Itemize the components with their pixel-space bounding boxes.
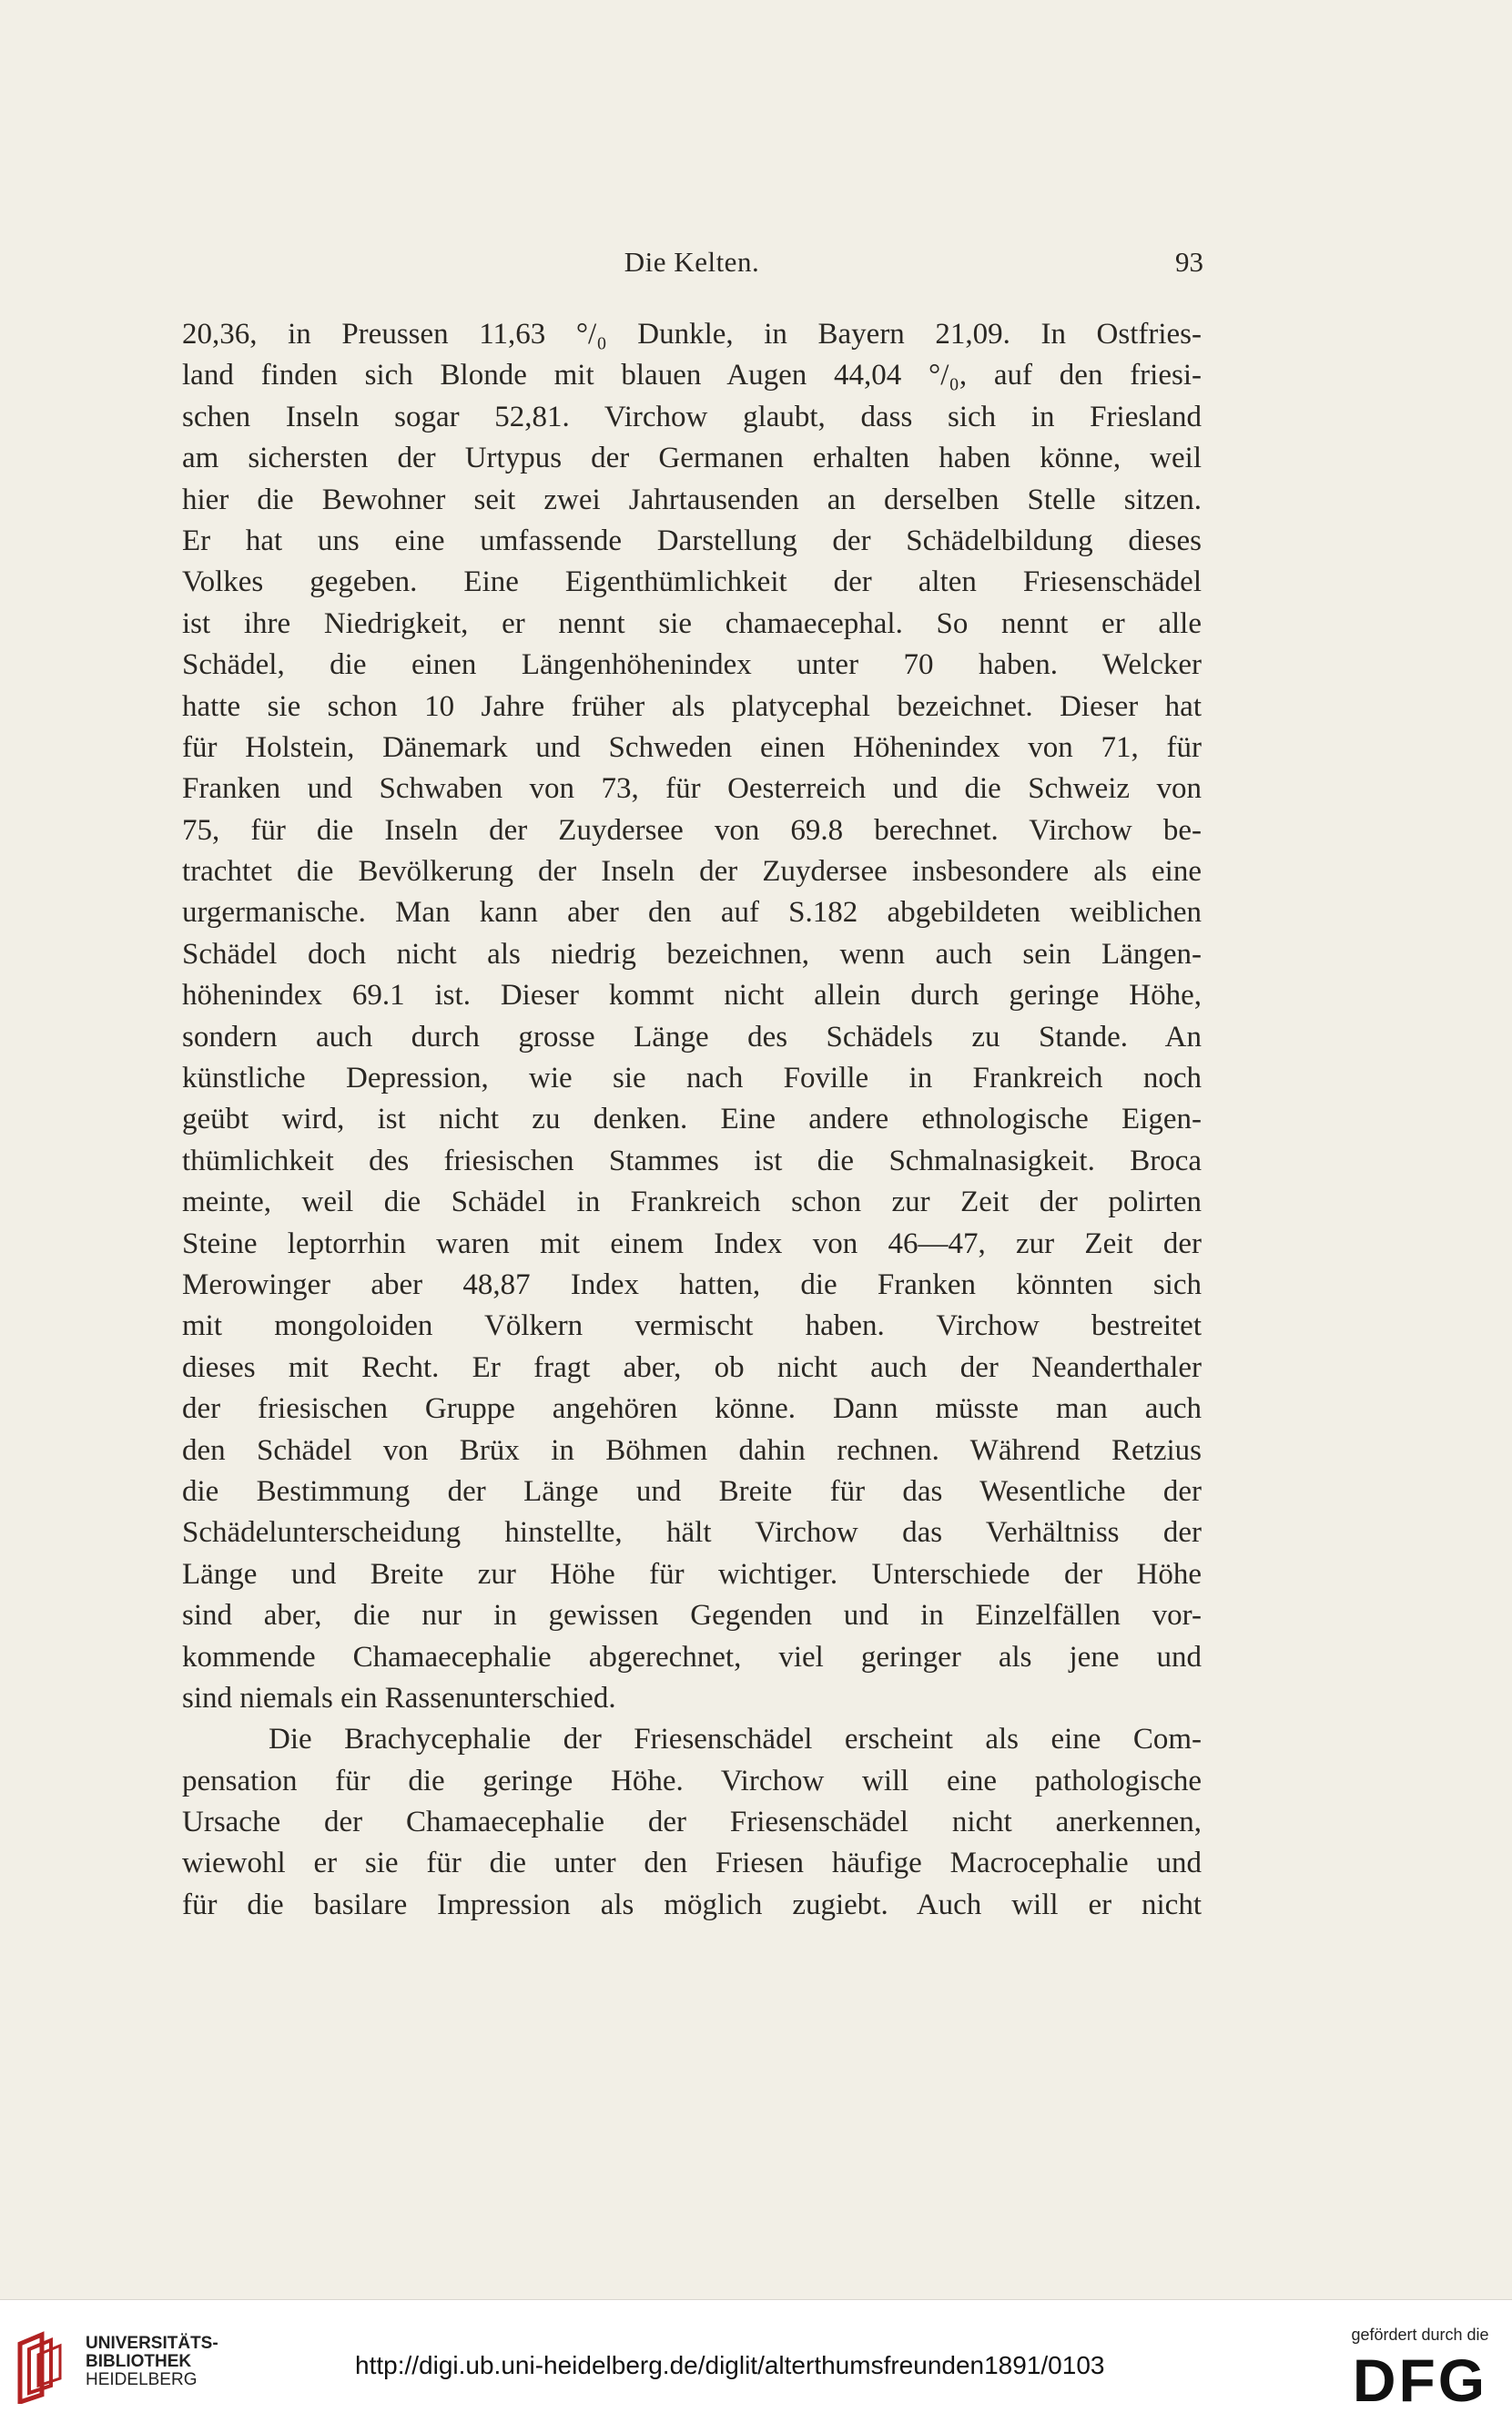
permalink-url[interactable]: http://digi.ub.uni-heidelberg.de/diglit/alterthumsfreunden1891/0103 [355,2351,1105,2379]
library-name-line: HEIDELBERG [86,2370,198,2389]
text-line: trachtet die Bevölkerung der Inseln der Zuydersee insbesondere als eine [182,855,1202,889]
paragraph [182,314,1202,1719]
digitization-footer [0,2299,1512,2423]
text-line: Volkes gegeben. Eine Eigenthümlichkeit der alten Friesenschädel [182,565,1202,599]
running-head [182,246,1202,286]
text-line: sondern auch durch grosse Länge des Schädels zu Stande. An [182,1020,1202,1054]
text-line: ist ihre Niedrigkeit, er nennt sie chamaecephal. So nennt er alle [182,606,1202,640]
funding-label: gefördert durch die [1351,2326,1489,2344]
text-line: Schädelunterscheidung hinstellte, hält Virchow das Verhältniss der [182,1516,1202,1550]
text-line: künstliche Depression, wie sie nach Foville in Frankreich noch [182,1062,1202,1095]
body-text [182,314,1202,1926]
text-line: höhenindex 69.1 ist. Dieser kommt nicht allein durch geringe Höhe, [182,979,1202,1013]
text-line: sind niemals ein Rassenunterschied. [182,1681,616,1715]
text-line: urgermanische. Man kann aber den auf S.182 abgebildeten weiblichen [182,896,1202,930]
text-line: Schädel, die einen Längenhöhenindex unter 70 haben. Welcker [182,648,1202,682]
text-line: dieses mit Recht. Er fragt aber, ob nicht auch der Neanderthaler [182,1350,1202,1384]
text-line: sind aber, die nur in gewissen Gegenden und in Einzelfällen vor- [182,1599,1202,1633]
text-line: geübt wird, ist nicht zu denken. Eine andere ethnologische Eigen- [182,1103,1202,1136]
page-number: 93 [1175,246,1203,278]
text-line: 75, für die Inseln der Zuydersee von 69.8 berechnet. Virchow be- [182,813,1202,847]
text-line: den Schädel von Brüx in Böhmen dahin rechnen. Während Retzius [182,1433,1202,1467]
text-line: Er hat uns eine umfassende Darstellung der Schädelbildung dieses [182,524,1202,557]
funding-notice [1343,2326,1497,2412]
text-line: Ursache der Chamaecephalie der Friesenschädel nicht anerkennen, [182,1806,1202,1839]
text-line: für die basilare Impression als möglich zugiebt. Auch will er nicht [182,1888,1202,1921]
library-name-line: BIBLIOTHEK [86,2352,192,2371]
text-line: meinte, weil die Schädel in Frankreich schon zur Zeit der polirten [182,1186,1202,1219]
text-line: Steine leptorrhin waren mit einem Index von 46—47, zur Zeit der [182,1227,1202,1260]
text-line: schen Inseln sogar 52,81. Virchow glaubt, dass sich in Friesland [182,400,1202,433]
text-line: pensation für die geringe Höhe. Virchow will eine pathologische [182,1764,1202,1797]
text-line: Merowinger aber 48,87 Index hatten, die Franken könnten sich [182,1267,1202,1301]
text-line: land finden sich Blonde mit blauen Augen 44,04 °/₀, auf den friesi- [182,359,1202,392]
text-line: wiewohl er sie für die unter den Friesen häufige Macrocephalie und [182,1847,1202,1880]
text-line: thümlichkeit des friesischen Stammes ist die Schmalnasigkeit. Broca [182,1144,1202,1177]
paragraph [182,1719,1202,1926]
text-line: der friesischen Gruppe angehören könne. Dann müsste man auch [182,1392,1202,1426]
text-line: hier die Bewohner seit zwei Jahrtausenden an derselben Stelle sitzen. [182,483,1202,516]
text-line: hatte sie schon 10 Jahre früher als platycephal bezeichnet. Dieser hat [182,689,1202,723]
text-line: mit mongoloiden Völkern vermischt haben. Virchow bestreitet [182,1309,1202,1343]
text-line: Die Brachycephalie der Friesenschädel erscheint als eine Com- [269,1723,1202,1756]
text-line: am sichersten der Urtypus der Germanen erhalten haben könne, weil [182,442,1202,475]
library-name-line: UNIVERSITÄTS- [86,2334,218,2353]
library-name [86,2335,218,2389]
text-line: Schädel doch nicht als niedrig bezeichnen, wenn auch sein Längen- [182,937,1202,971]
text-line: Franken und Schwaben von 73, für Oesterreich und die Schweiz von [182,772,1202,806]
dfg-logo: DFG [1352,2347,1488,2414]
text-line: kommende Chamaecephalie abgerechnet, viel geringer als jene und [182,1640,1202,1674]
library-logo-icon [15,2331,76,2404]
text-line: 20,36, in Preussen 11,63 °/₀ Dunkle, in Bayern 21,09. In Ostfries- [182,318,1202,351]
running-title: Die Kelten. [624,246,760,278]
text-line: die Bestimmung der Länge und Breite für das Wesentliche der [182,1474,1202,1508]
text-line: für Holstein, Dänemark und Schweden einen Höhenindex von 71, für [182,730,1202,764]
text-line: Länge und Breite zur Höhe für wichtiger. Unterschiede der Höhe [182,1557,1202,1591]
